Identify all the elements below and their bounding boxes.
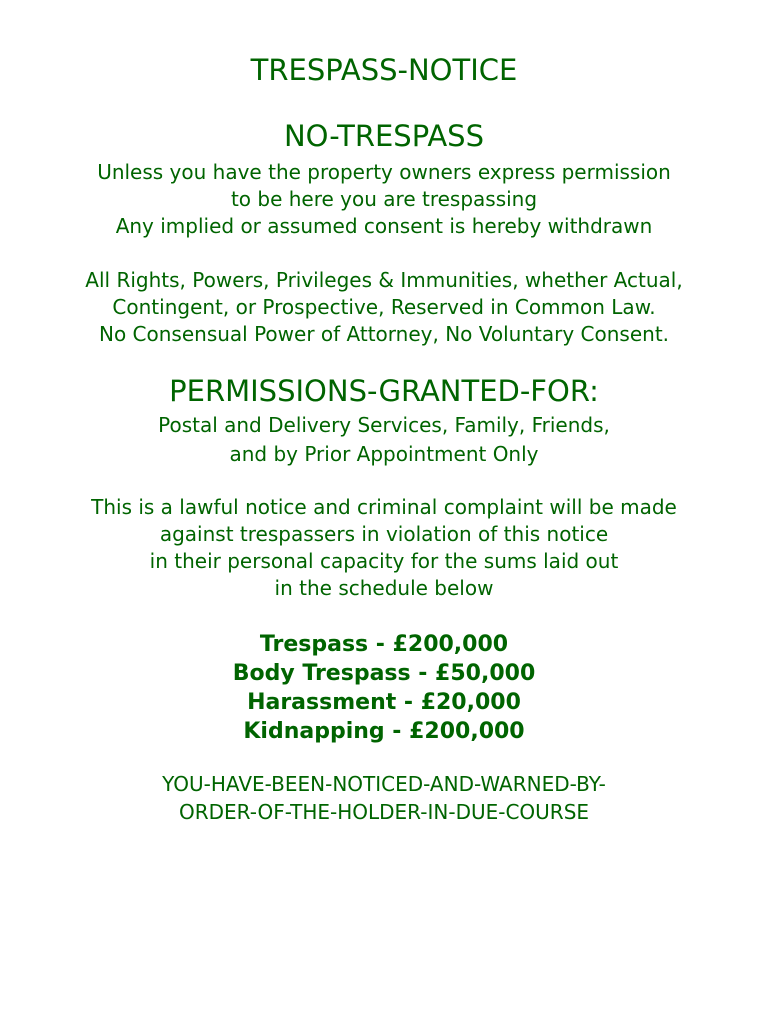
lawful-line: against trespassers in violation of this notice <box>159 522 609 546</box>
rights-line: No Consensual Power of Attorney, No Voluntary Consent. <box>98 322 670 346</box>
notice-title: TRESPASS-NOTICE <box>250 53 518 87</box>
schedule-item-harassment: Harassment - £20,000 <box>247 690 521 715</box>
permissions-line: Postal and Delivery Services, Family, Friends, <box>158 413 610 437</box>
schedule-item-kidnapping: Kidnapping - £200,000 <box>243 719 525 744</box>
lawful-line: This is a lawful notice and criminal complaint will be made <box>91 495 677 519</box>
lawful-line: in the schedule below <box>274 576 494 600</box>
intro-line: Unless you have the property owners express permission <box>97 160 671 184</box>
rights-line: Contingent, or Prospective, Reserved in Common Law. <box>112 295 656 319</box>
rights-line: All Rights, Powers, Privileges & Immunities, whether Actual, <box>85 268 683 292</box>
intro-line: to be here you are trespassing <box>230 187 538 211</box>
intro-line: Any implied or assumed consent is hereby withdrawn <box>115 214 653 238</box>
permissions-heading: PERMISSIONS-GRANTED-FOR: <box>169 374 599 408</box>
notice-subtitle: NO-TRESPASS <box>283 119 484 153</box>
lawful-line: in their personal capacity for the sums laid out <box>149 549 619 573</box>
warning-line: YOU-HAVE-BEEN-NOTICED-AND-WARNED-BY- <box>162 772 606 796</box>
warning-line: ORDER-OF-THE-HOLDER-IN-DUE-COURSE <box>178 800 590 824</box>
permissions-line: and by Prior Appointment Only <box>229 442 539 466</box>
schedule-item-body-trespass: Body Trespass - £50,000 <box>232 661 536 686</box>
schedule-item-trespass: Trespass - £200,000 <box>259 632 509 657</box>
